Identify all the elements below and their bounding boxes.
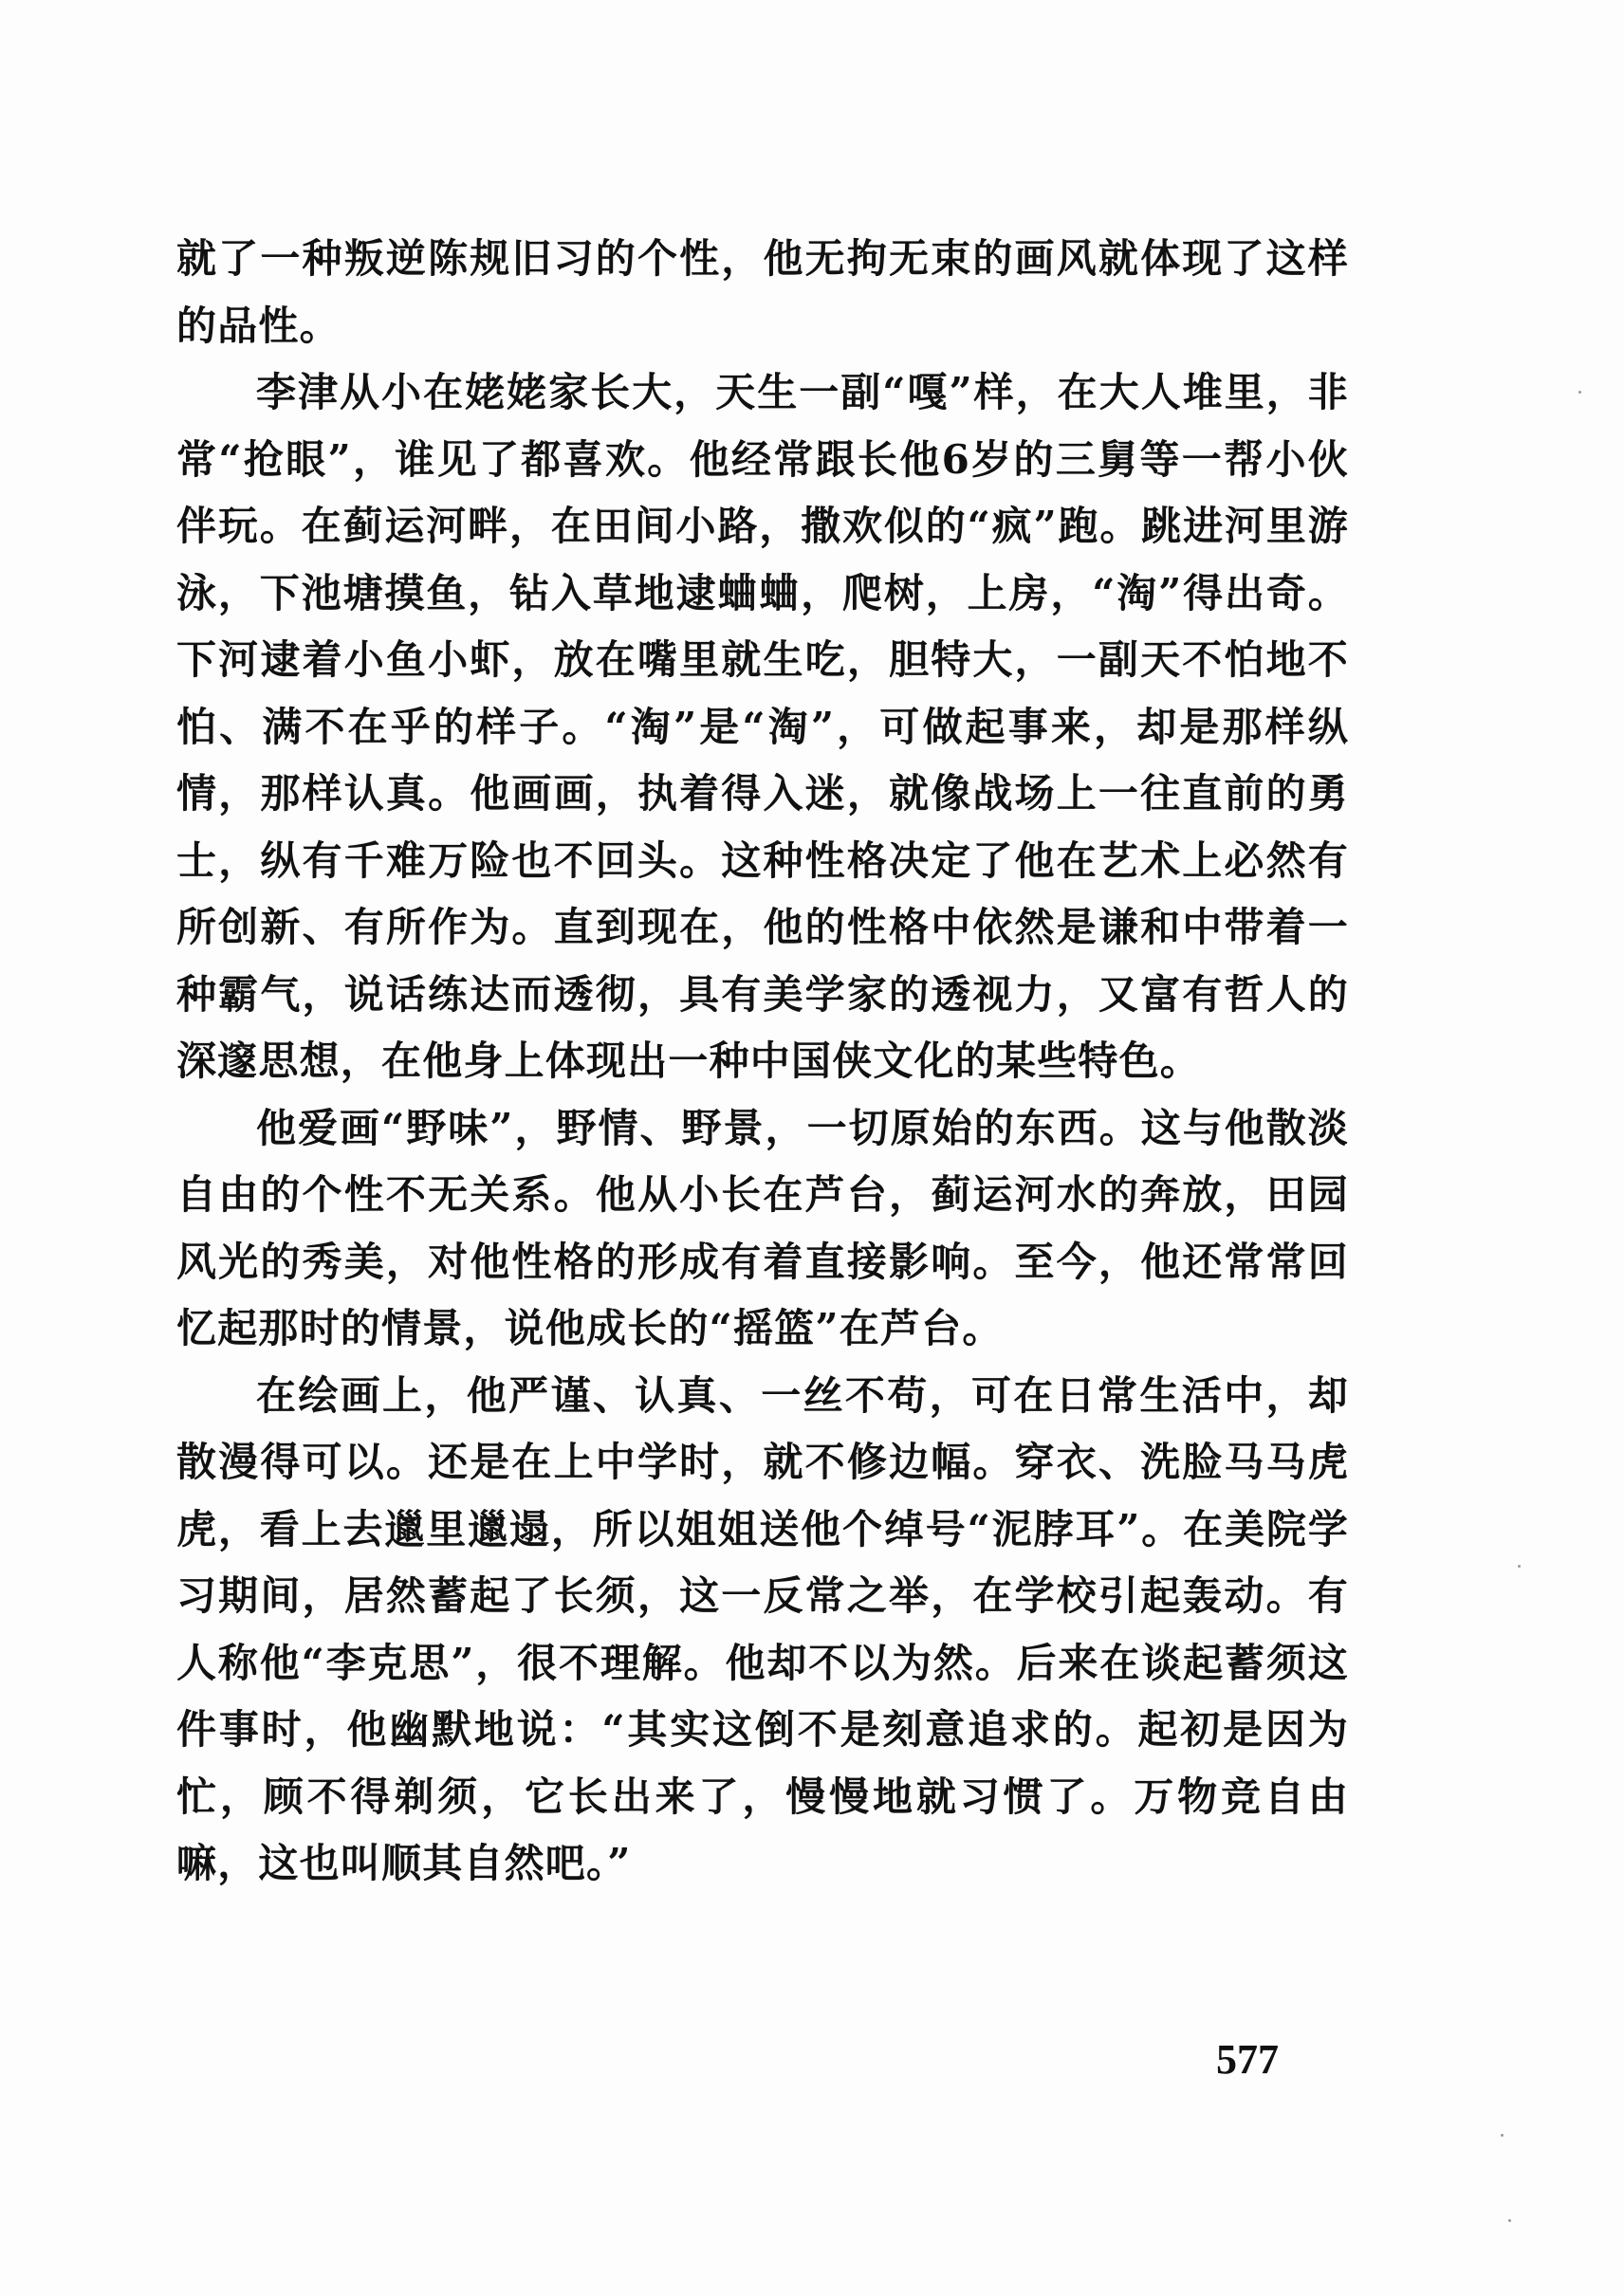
paragraph-3: 他爱画“野味”，野情、野景，一切原始的东西。这与他散淡自由的个性不无关系。他从小长在芦台，蓟运河水的奔放，田园风光的秀美，对他性格的形成有着直接影响。至今，他还常常回忆起那时的情景，说他成长的“摇篮”在芦台。 — [176, 1104, 1349, 1351]
scan-speck — [1501, 2134, 1504, 2137]
page-number: 577 — [1216, 2036, 1279, 2083]
paragraph-2: 李津从小在姥姥家长大，天生一副“嘎”样，在大人堆里，非常“抢眼”，谁见了都喜欢。他经常跟长他6岁的三舅等一帮小伙伴玩。在蓟运河畔，在田间小路，撒欢似的“疯”跑。跳进河里游泳，下池塘摸鱼，钻入草地逮蛐蛐，爬树，上房，“淘”得出奇。下河逮着小鱼小虾，放在嘴里就生吃，胆特大，一副天不怕地不怕、满不在乎的样子。“淘”是“淘”，可做起事来，却是那样纵情，那样认真。他画画，执着得入迷，就像战场上一往直前的勇士，纵有千难万险也不回头。这种性格决定了他在艺术上必然有所创新、有所作为。直到现在，他的性格中依然是谦和中带着一种霸气，说话练达而透彻，具有美学家的透视力，又富有哲人的深邃思想，在他身上体现出一种中国侠文化的某些特色。 — [176, 369, 1349, 1084]
scan-speck — [1578, 391, 1581, 394]
scan-speck — [1518, 1565, 1521, 1568]
body-text — [176, 226, 1349, 1898]
paragraph-4: 在绘画上，他严谨、认真、一丝不苟，可在日常生活中，却散漫得可以。还是在上中学时，就不修边幅。穿衣、洗脸马马虎虎，看上去邋里邋遢，所以姐姐送他个绰号“泥脖耳”。在美院学习期间，居然蓄起了长须，这一反常之举，在学校引起轰动。有人称他“李克思”，很不理解。他却不以为然。后来在谈起蓄须这件事时，他幽默地说：“其实这倒不是刻意追求的。起初是因为忙，顾不得剃须，它长出来了，慢慢地就习惯了。万物竞自由嘛，这也叫顺其自然吧。” — [176, 1371, 1349, 1886]
paragraph-1: 就了一种叛逆陈规旧习的个性，他无拘无束的画风就体现了这样的品性。 — [176, 235, 1349, 349]
scan-speck — [1508, 2219, 1511, 2222]
